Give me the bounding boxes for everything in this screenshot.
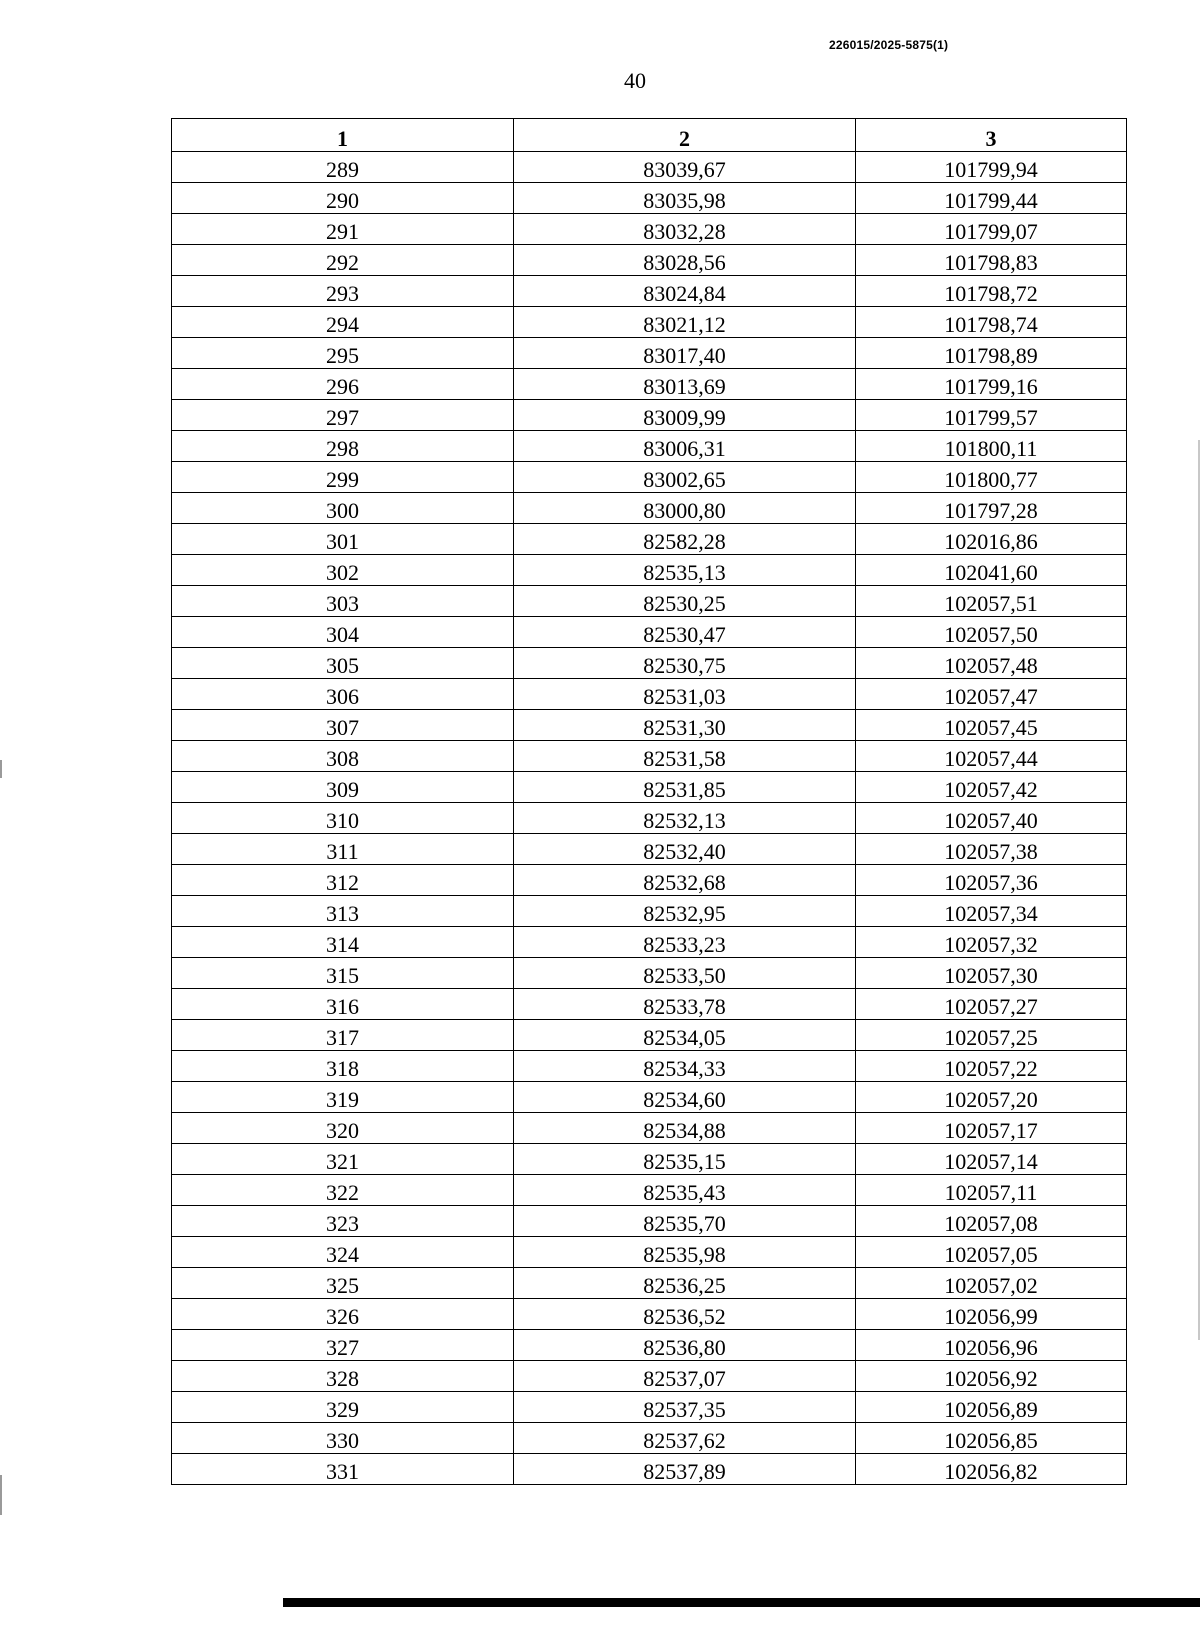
table-cell-col-2: 83039,67 (514, 152, 856, 183)
table-row (172, 1113, 1127, 1144)
table-cell-col-2: 82537,35 (514, 1392, 856, 1423)
table-cell-col-1: 299 (172, 462, 514, 493)
table-row (172, 1392, 1127, 1423)
table-cell-col-3: 102057,40 (856, 803, 1127, 834)
table-cell-col-2: 82536,80 (514, 1330, 856, 1361)
table-cell-col-1: 322 (172, 1175, 514, 1206)
table-cell-col-1: 303 (172, 586, 514, 617)
table-cell-col-2: 83032,28 (514, 214, 856, 245)
table-cell-col-2: 82534,33 (514, 1051, 856, 1082)
table-row (172, 245, 1127, 276)
table-cell-col-2: 82582,28 (514, 524, 856, 555)
table-cell-col-3: 102057,45 (856, 710, 1127, 741)
table-row (172, 741, 1127, 772)
table-cell-col-3: 101798,72 (856, 276, 1127, 307)
table-row (172, 927, 1127, 958)
table-cell-col-1: 330 (172, 1423, 514, 1454)
table-row (172, 834, 1127, 865)
coordinates-table (171, 118, 1127, 1485)
table-cell-col-1: 311 (172, 834, 514, 865)
table-cell-col-1: 319 (172, 1082, 514, 1113)
table-header-row (172, 119, 1127, 152)
table-cell-col-3: 102057,50 (856, 617, 1127, 648)
table-cell-col-3: 102057,38 (856, 834, 1127, 865)
table-cell-col-2: 83000,80 (514, 493, 856, 524)
table-cell-col-2: 83021,12 (514, 307, 856, 338)
table-row (172, 1454, 1127, 1485)
table-cell-col-2: 82532,13 (514, 803, 856, 834)
table-cell-col-3: 102057,22 (856, 1051, 1127, 1082)
table-cell-col-3: 101800,77 (856, 462, 1127, 493)
table-cell-col-1: 300 (172, 493, 514, 524)
table-cell-col-2: 82531,85 (514, 772, 856, 803)
table-row (172, 307, 1127, 338)
table-cell-col-3: 102056,92 (856, 1361, 1127, 1392)
table-cell-col-2: 83009,99 (514, 400, 856, 431)
table-cell-col-2: 83024,84 (514, 276, 856, 307)
table-cell-col-2: 83002,65 (514, 462, 856, 493)
column-header-1: 1 (172, 119, 514, 152)
table-cell-col-3: 102057,25 (856, 1020, 1127, 1051)
table-cell-col-2: 83028,56 (514, 245, 856, 276)
table-cell-col-3: 102057,05 (856, 1237, 1127, 1268)
table-cell-col-2: 82532,95 (514, 896, 856, 927)
table-cell-col-2: 82536,25 (514, 1268, 856, 1299)
table-cell-col-3: 102057,30 (856, 958, 1127, 989)
table-row (172, 989, 1127, 1020)
table-cell-col-3: 102057,17 (856, 1113, 1127, 1144)
table-cell-col-1: 298 (172, 431, 514, 462)
table-row (172, 772, 1127, 803)
table-row (172, 462, 1127, 493)
table-cell-col-2: 82530,75 (514, 648, 856, 679)
table-cell-col-2: 82533,50 (514, 958, 856, 989)
table-cell-col-3: 102057,02 (856, 1268, 1127, 1299)
table-cell-col-2: 82535,70 (514, 1206, 856, 1237)
table-cell-col-2: 82537,07 (514, 1361, 856, 1392)
table-row (172, 1268, 1127, 1299)
table-row (172, 1423, 1127, 1454)
table-cell-col-1: 306 (172, 679, 514, 710)
table-cell-col-2: 82536,52 (514, 1299, 856, 1330)
table-cell-col-3: 102057,51 (856, 586, 1127, 617)
table-row (172, 1082, 1127, 1113)
table-row (172, 958, 1127, 989)
table-cell-col-3: 102056,96 (856, 1330, 1127, 1361)
table-cell-col-1: 325 (172, 1268, 514, 1299)
table-cell-col-2: 83035,98 (514, 183, 856, 214)
table-cell-col-2: 82537,62 (514, 1423, 856, 1454)
table-cell-col-1: 315 (172, 958, 514, 989)
table-cell-col-1: 290 (172, 183, 514, 214)
table-row (172, 679, 1127, 710)
table-cell-col-3: 101800,11 (856, 431, 1127, 462)
column-header-3: 3 (856, 119, 1127, 152)
table-cell-col-3: 102057,36 (856, 865, 1127, 896)
table-cell-col-2: 82532,68 (514, 865, 856, 896)
table-cell-col-1: 316 (172, 989, 514, 1020)
table-cell-col-3: 101798,89 (856, 338, 1127, 369)
table-cell-col-3: 102056,99 (856, 1299, 1127, 1330)
table-cell-col-1: 314 (172, 927, 514, 958)
table-cell-col-2: 82531,03 (514, 679, 856, 710)
table-row (172, 369, 1127, 400)
table-cell-col-3: 102057,08 (856, 1206, 1127, 1237)
table-cell-col-1: 301 (172, 524, 514, 555)
table-cell-col-3: 101797,28 (856, 493, 1127, 524)
table-cell-col-3: 102057,32 (856, 927, 1127, 958)
table-cell-col-2: 82533,78 (514, 989, 856, 1020)
table-cell-col-3: 101798,83 (856, 245, 1127, 276)
table-row (172, 1206, 1127, 1237)
table-row (172, 431, 1127, 462)
table-cell-col-2: 82534,60 (514, 1082, 856, 1113)
table-cell-col-1: 289 (172, 152, 514, 183)
table-row (172, 1330, 1127, 1361)
table-cell-col-1: 309 (172, 772, 514, 803)
table-cell-col-1: 305 (172, 648, 514, 679)
table-cell-col-1: 308 (172, 741, 514, 772)
table-cell-col-2: 82531,58 (514, 741, 856, 772)
table-row (172, 1237, 1127, 1268)
table-cell-col-1: 294 (172, 307, 514, 338)
table-row (172, 338, 1127, 369)
table-row (172, 1175, 1127, 1206)
table-cell-col-3: 101799,57 (856, 400, 1127, 431)
table-cell-col-3: 102057,47 (856, 679, 1127, 710)
table-cell-col-2: 82534,05 (514, 1020, 856, 1051)
table-row (172, 1051, 1127, 1082)
table-cell-col-3: 101799,94 (856, 152, 1127, 183)
table-cell-col-3: 102056,89 (856, 1392, 1127, 1423)
table-row (172, 493, 1127, 524)
table-cell-col-2: 82535,13 (514, 555, 856, 586)
table-cell-col-1: 327 (172, 1330, 514, 1361)
table-row (172, 1299, 1127, 1330)
table-row (172, 803, 1127, 834)
table-cell-col-2: 83017,40 (514, 338, 856, 369)
table-cell-col-1: 328 (172, 1361, 514, 1392)
table-cell-col-2: 82532,40 (514, 834, 856, 865)
bottom-rule (283, 1598, 1200, 1607)
table-cell-col-2: 82535,15 (514, 1144, 856, 1175)
table-cell-col-2: 83013,69 (514, 369, 856, 400)
table-row (172, 152, 1127, 183)
scan-mark-left-bottom (0, 1475, 2, 1515)
page-number: 40 (624, 68, 646, 93)
table-cell-col-2: 82530,25 (514, 586, 856, 617)
table-row (172, 710, 1127, 741)
table-cell-col-1: 307 (172, 710, 514, 741)
table-cell-col-1: 296 (172, 369, 514, 400)
document-id: 226015/2025-5875(1) (829, 38, 949, 52)
table-cell-col-1: 297 (172, 400, 514, 431)
table-cell-col-1: 326 (172, 1299, 514, 1330)
table-cell-col-3: 102057,42 (856, 772, 1127, 803)
table-cell-col-3: 102056,82 (856, 1454, 1127, 1485)
table-cell-col-3: 102057,20 (856, 1082, 1127, 1113)
table-cell-col-3: 102056,85 (856, 1423, 1127, 1454)
table-cell-col-1: 329 (172, 1392, 514, 1423)
table-cell-col-3: 102057,48 (856, 648, 1127, 679)
table-row (172, 617, 1127, 648)
table-cell-col-2: 83006,31 (514, 431, 856, 462)
table-cell-col-3: 101799,07 (856, 214, 1127, 245)
table-row (172, 214, 1127, 245)
table-cell-col-1: 295 (172, 338, 514, 369)
table-row (172, 1020, 1127, 1051)
table-row (172, 524, 1127, 555)
table-cell-col-2: 82530,47 (514, 617, 856, 648)
table-cell-col-1: 323 (172, 1206, 514, 1237)
table-cell-col-1: 331 (172, 1454, 514, 1485)
table-cell-col-1: 313 (172, 896, 514, 927)
table-cell-col-1: 292 (172, 245, 514, 276)
table-cell-col-3: 102057,14 (856, 1144, 1127, 1175)
table-cell-col-1: 312 (172, 865, 514, 896)
table-cell-col-1: 310 (172, 803, 514, 834)
table-row (172, 555, 1127, 586)
table-cell-col-3: 102016,86 (856, 524, 1127, 555)
table-cell-col-3: 102041,60 (856, 555, 1127, 586)
table-cell-col-1: 321 (172, 1144, 514, 1175)
table-cell-col-1: 293 (172, 276, 514, 307)
table-cell-col-3: 102057,27 (856, 989, 1127, 1020)
column-header-2: 2 (514, 119, 856, 152)
table-cell-col-3: 102057,44 (856, 741, 1127, 772)
table-cell-col-1: 320 (172, 1113, 514, 1144)
table-row (172, 1144, 1127, 1175)
table-cell-col-1: 317 (172, 1020, 514, 1051)
table-row (172, 648, 1127, 679)
table-row (172, 276, 1127, 307)
table-cell-col-3: 101798,74 (856, 307, 1127, 338)
table-cell-col-3: 102057,11 (856, 1175, 1127, 1206)
table-cell-col-2: 82533,23 (514, 927, 856, 958)
table-cell-col-2: 82534,88 (514, 1113, 856, 1144)
table-cell-col-1: 318 (172, 1051, 514, 1082)
table-row (172, 400, 1127, 431)
table-cell-col-1: 324 (172, 1237, 514, 1268)
table-cell-col-3: 101799,16 (856, 369, 1127, 400)
table-cell-col-3: 101799,44 (856, 183, 1127, 214)
table-body (172, 152, 1127, 1485)
table-cell-col-3: 102057,34 (856, 896, 1127, 927)
table-cell-col-2: 82535,43 (514, 1175, 856, 1206)
table-cell-col-1: 291 (172, 214, 514, 245)
table-cell-col-2: 82535,98 (514, 1237, 856, 1268)
table-row (172, 896, 1127, 927)
table-row (172, 865, 1127, 896)
table-row (172, 586, 1127, 617)
table-row (172, 1361, 1127, 1392)
table-cell-col-2: 82531,30 (514, 710, 856, 741)
table-row (172, 183, 1127, 214)
table-cell-col-1: 302 (172, 555, 514, 586)
scan-mark-left-top (0, 760, 2, 778)
table-cell-col-2: 82537,89 (514, 1454, 856, 1485)
table-cell-col-1: 304 (172, 617, 514, 648)
